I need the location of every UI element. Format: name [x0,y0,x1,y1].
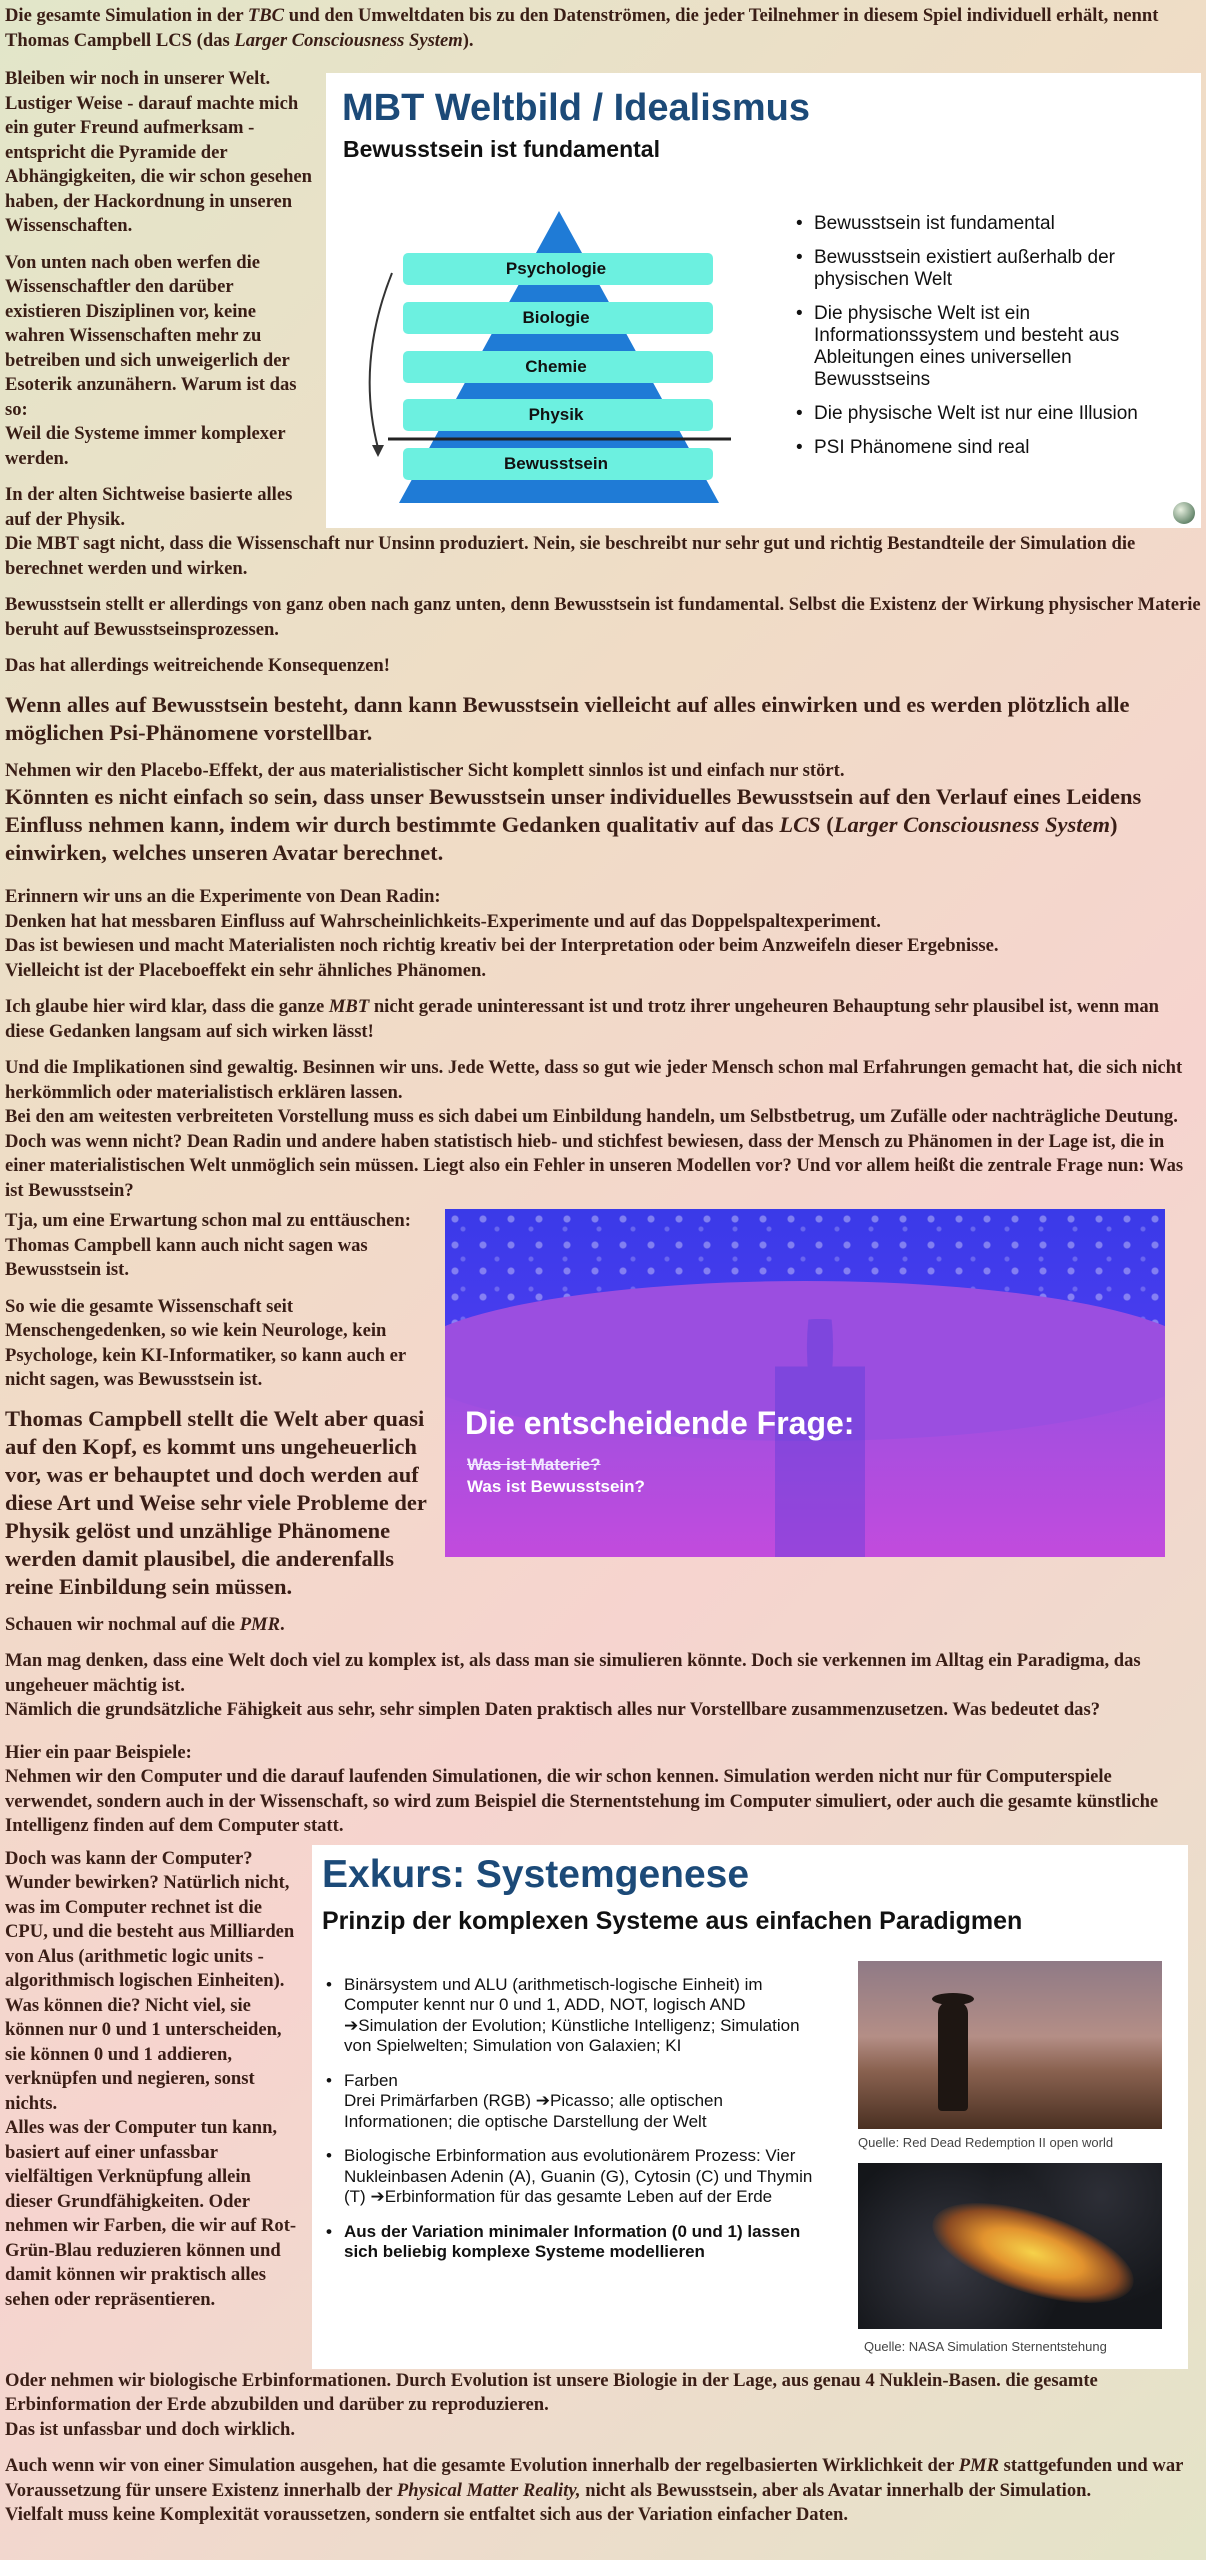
implikationen-line: Bei den am weitesten verbreiteten Vorstellung muss es sich dabei um Einbildung handeln, um Selbstbetrug, um Zufälle oder nachträgliche Deutung. [5,1106,1178,1127]
lcs-long-term: Larger Consciousness System [833,812,1111,837]
slide-mbt-weltbild [326,73,1201,528]
right-arrow-icon: ➔ [535,2091,551,2110]
struck-question: Was ist Materie? [467,1455,601,1474]
slide-bullet: • Bewusstsein existiert außerhalb der physischen Welt [796,247,1186,291]
pmr-term: PMR [239,1613,280,1635]
intro-text-3: ). [462,29,474,51]
slide-bullet-list [324,1975,819,2277]
konsequenzen-paragraph: Das hat allerdings weitreichende Konsequenzen! [5,655,390,676]
intro-text-2: und den Umweltdaten bis zu den Datenströmen, die jeder Teilnehmer in diesem Spiel individuell erhält, nennt Thomas Campbell LCS (das [5,5,1159,51]
side-paragraph: Von unten nach oben werfen die Wissenschaftler den darüber existieren Disziplinen vor, keine wahren Wissenschaften mehr zu betreiben und sich unweigerlich der Esoterik anzunähern. Warum ist das so: [5,251,297,420]
bullet-text: Farben [344,2070,398,2090]
cowboy-silhouette [938,2001,968,2111]
pmr-paragraph [5,1613,1201,1638]
mbt-term: MBT [328,996,370,1017]
leiden-text-1: Könnten es nicht einfach so sein, dass unser Bewusstsein unser individuelles Bewusstsein auf den Verlauf eines Leidens Einfluss nehmen kann, indem wir durch bestimmte Gedanken qualitativ auf das [5,784,1142,837]
slide-title: Die entscheidende Frage: [465,1405,855,1441]
bullet-text: Drei Primärfarben (RGB) [344,2091,536,2110]
pyramid-label: Biologie [522,308,590,327]
radin-line: Erinnern wir uns an die Experimente von Dean Radin: [5,886,441,907]
curved-arrow-icon [370,273,392,448]
leiden-text-2: ( [820,812,834,837]
slide-entscheidende-frage [445,1209,1165,1557]
pyramid-label: Psychologie [505,259,607,278]
slide-bullet: • Die physische Welt ist ein Informationssystem und besteht aus Ableitungen eines universellen Bewusstseins [796,303,1186,391]
side-paragraph: In der alten Sichtweise basierte alles auf der Physik. [5,484,293,530]
final-text-3: nicht als Bewusstsein, aber als Avatar innerhalb der Simulation. [580,2479,1092,2501]
intro-text-1: Die gesamte Simulation in der [5,5,248,26]
pmr-text-1: Schauen wir nochmal auf die [5,1613,240,1635]
right-arrow-icon: ➔ [344,2015,359,2035]
slide-subtitle: Bewusstsein ist fundamental [343,136,660,162]
psi-paragraph: Wenn alles auf Bewusstsein besteht, dann kann Bewusstsein vielleicht auf alles einwirken und es werden plötzlich alle möglichen Psi-Phänomene vorstellbar. [5,691,1130,745]
side-paragraph: Weil die Systeme immer komplexer werden. [5,423,286,469]
glaube-text-2: nicht gerade uninteressant ist und trotz ihrer ungeheuren Behauptung sehr plausibel ist, wenn man diese Gedanken langsam auf sich wirken lässt! [5,996,1160,1042]
lcs-term: LCS [779,812,821,837]
star-formation-image [858,2163,1162,2329]
slide-bullet: • Aus der Variation minimaler Information (0 und 1) lassen sich beliebig komplexe Systeme modellieren [324,2222,819,2263]
radin-line: Vielleicht ist der Placeboeffekt ein sehr ähnliches Phänomen. [5,959,486,981]
pyramid-label: Chemie [525,357,587,376]
mbt-paragraph: Die MBT sagt nicht, dass die Wissenschaft nur Unsinn produziert. Nein, sie beschreibt nur sehr gut und richtig Bestandteile der Simulation die berechnet werden und wirken. [5,533,1136,579]
beispiele-line: Nehmen wir den Computer und die darauf laufenden Simulationen, die wir schon kennen. Simulation werden nicht nur für Computerspiele verwendet, sondern auch in der Wissenschaft, so wird zum Beispiel die Sternentstehung im Computer simuliert, oder auch die gesamte künstliche Intelligenz finden auf dem Computer statt. [5,1766,1159,1836]
slide-subtitle: Prinzip der komplexen Systeme aus einfachen Paradigmen [322,1906,1023,1935]
game-screenshot-image [858,1961,1162,2129]
side-paragraph: Doch was kann der Computer? Wunder bewirken? Natürlich nicht, was im Computer rechnet ist die CPU, und die besteht aus Milliarden von Alus (arithmetic logic units - algorithmisch logischen Einheiten). [5,1847,295,1991]
beispiele-line: Hier ein paar Beispiele: [5,1741,192,1763]
final-text-1: Auch wenn wir von einer Simulation ausgehen, hat die gesamte Evolution innerhalb der regelbasierten Wirklichkeit der [5,2455,959,2476]
bullet-text: Binärsystem und ALU (arithmetisch-logische Einheit) im Computer kennt nur 0 und 1, ADD, NOT, logisch AND [344,1974,763,2014]
slide-bullet [324,2146,819,2208]
leiden-paragraph [5,783,1201,867]
slide-bullet-list [796,213,1186,471]
final-text-2: stattgefunden und war Voraussetzung für unsere Existenz innerhalb der [5,2455,1184,2501]
bullet-text: Simulation der Evolution; Künstliche Intelligenz; Simulation von Spielwelten; Simulation von Galaxien; KI [344,2015,800,2055]
glaube-paragraph [5,995,1201,1044]
implikationen-line: Doch was wenn nicht? Dean Radin und andere haben statistisch hieb- und stichfest bewiesen, dass der Mensch zu Phänomen in der Lage ist, die in einer materialistischen Welt unmöglich sein müssen. Liegt also ein Fehler in unseren Modellen vor? Und vor allem heißt die zentrale Frage nun: Was ist Bewusstsein? [5,1130,1184,1201]
image-caption: Quelle: Red Dead Redemption II open world [858,2134,1114,2150]
slide-systemgenese [312,1845,1188,2369]
bio-line: Oder nehmen wir biologische Erbinformationen. Durch Evolution ist unsere Biologie in der Lage, aus genau 4 Nuklein-Basen. die gesamte Erbinformation der Erde abzubilden und darüber zu reproduzieren. [5,2369,1098,2415]
arrow-head-icon [372,445,384,457]
lcs-term: Larger Consciousness System [234,29,463,51]
slide-title: Exkurs: Systemgenese [322,1852,750,1896]
komplex-line: Nämlich die grundsätzliche Fähigkeit aus sehr, sehr simplen Daten praktisch alles nur Vorstellbare zusammenzusetzen. Was bedeutet das? [5,1699,1101,1720]
bullet-text: Erbinformation für das gesamte Leben auf der Erde [384,2187,773,2206]
final-paragraph [5,2454,1201,2503]
placebo-paragraph: Nehmen wir den Placebo-Effekt, der aus materialistischer Sicht komplett sinnlos ist und einfach nur stört. [5,759,845,781]
slide-question: Was ist Bewusstsein? [467,1477,645,1496]
side-paragraph: Alles was der Computer tun kann, basiert auf einer unfassbar vielfältigen Verknüpfung allein dieser Grundfähigkeiten. Oder nehmen wir Farben, die wir auf Rot-Grün-Blau reduzieren können und damit können wir praktisch alles sehen oder repräsentieren. [5,2117,297,2310]
globe-icon [1173,502,1195,524]
slide-bullet: • Bewusstsein ist fundamental [796,213,1186,235]
side-paragraph: Bleiben wir noch in unserer Welt. Lustiger Weise - darauf machte mich ein guter Freund aufmerksam - entspricht die Pyramide der Abhängigkeiten, die wir schon gesehen haben, der Hackordnung in unseren Wissenschaften. [5,68,313,236]
slide-bullet: • Die physische Welt ist nur eine Illusion [796,403,1186,425]
bullet-text: Biologische Erbinformation aus evolutionärem Prozess: Vier Nukleinbasen Adenin (A), Guanin (G), Cytosin (C) und Thymin (T) [344,2146,813,2206]
side-paragraph: Tja, um eine Erwartung schon mal zu enttäuschen: Thomas Campbell kann auch nicht sagen was Bewusstsein ist. [5,1210,411,1280]
slide-bullet: • PSI Phänomene sind real [796,437,1186,459]
side-paragraph: So wie die gesamte Wissenschaft seit Menschengedenken, so wie kein Neurologe, kein Psychologe, kein KI-Informatiker, so kann auch er nicht sagen, was Bewusstsein ist. [5,1295,406,1390]
radin-line: Das ist bewiesen und macht Materialisten noch richtig kreativ bei der Interpretation oder beim Anzweifeln dieser Ergebnisse. [5,935,999,956]
radin-line: Denken hat hat messbaren Einfluss auf Wahrscheinlichkeits-Experimente und auf das Doppelspaltexperiment. [5,910,881,932]
pyramid-label: Physik [528,405,584,424]
campbell-paragraph: Thomas Campbell stellt die Welt aber quasi auf den Kopf, es kommt uns ungeheuerlich vor, was er behauptet und doch werden auf diese Art und Weise sehr viele Probleme der Physik gelöst und unzählige Phänomene werden damit plausibel, die anderenfalls reine Einbildung sein müssen. [5,1405,427,1599]
slide-bullet [324,1975,819,2057]
right-arrow-icon: ➔ [370,2187,385,2206]
komplex-line: Man mag denken, dass eine Welt doch viel zu komplex ist, als dass man sie simulieren könnte. Doch sie verkennen im Alltag ein Paradigma, das ungeheuer mächtig ist. [5,1650,1141,1696]
leiden-text-3: ) einwirken, welches unseren Avatar berechnet. [5,812,1118,865]
slide-title: MBT Weltbild / Idealismus [342,87,811,129]
pyramid-label: Bewusstsein [504,454,608,473]
bio-line: Das ist unfassbar und doch wirklich. [5,2418,296,2440]
side-paragraph: Was können die? Nicht viel, sie können nur 0 und 1 unterscheiden, sie können 0 und 1 addieren, verknüpfen und negieren, sonst nichts. [5,1994,282,2114]
slide-bullet [324,2071,819,2133]
pmr-long-term: Physical Matter Reality, [396,2479,581,2501]
pmr-term: PMR [958,2455,999,2476]
intro-paragraph [5,0,1201,53]
image-caption: Quelle: NASA Simulation Sternentstehung [864,2338,1107,2354]
bullet-text: Picasso; alle optischen Informationen; die optische Darstellung der Welt [344,2091,723,2131]
pmr-text-2: . [280,1613,285,1635]
tbc-term: TBC [247,5,285,26]
bewusstsein-paragraph: Bewusstsein stellt er allerdings von ganz oben nach ganz unten, denn Bewusstsein ist fundamental. Selbst die Existenz der Wirkung physischer Materie beruht auf Bewusstseinsprozessen. [5,594,1201,640]
glaube-text-1: Ich glaube hier wird klar, dass die ganze [5,996,329,1017]
last-paragraph: Vielfalt muss keine Komplexität voraussetzen, sondern sie entfaltet sich aus der Variation einfacher Daten. [5,2504,849,2525]
implikationen-line: Und die Implikationen sind gewaltig. Besinnen wir uns. Jede Wette, dass so gut wie jeder Mensch schon mal Erfahrungen gemacht hat, die sich nicht herkömmlich oder materialistisch erklären lassen. [5,1057,1183,1103]
